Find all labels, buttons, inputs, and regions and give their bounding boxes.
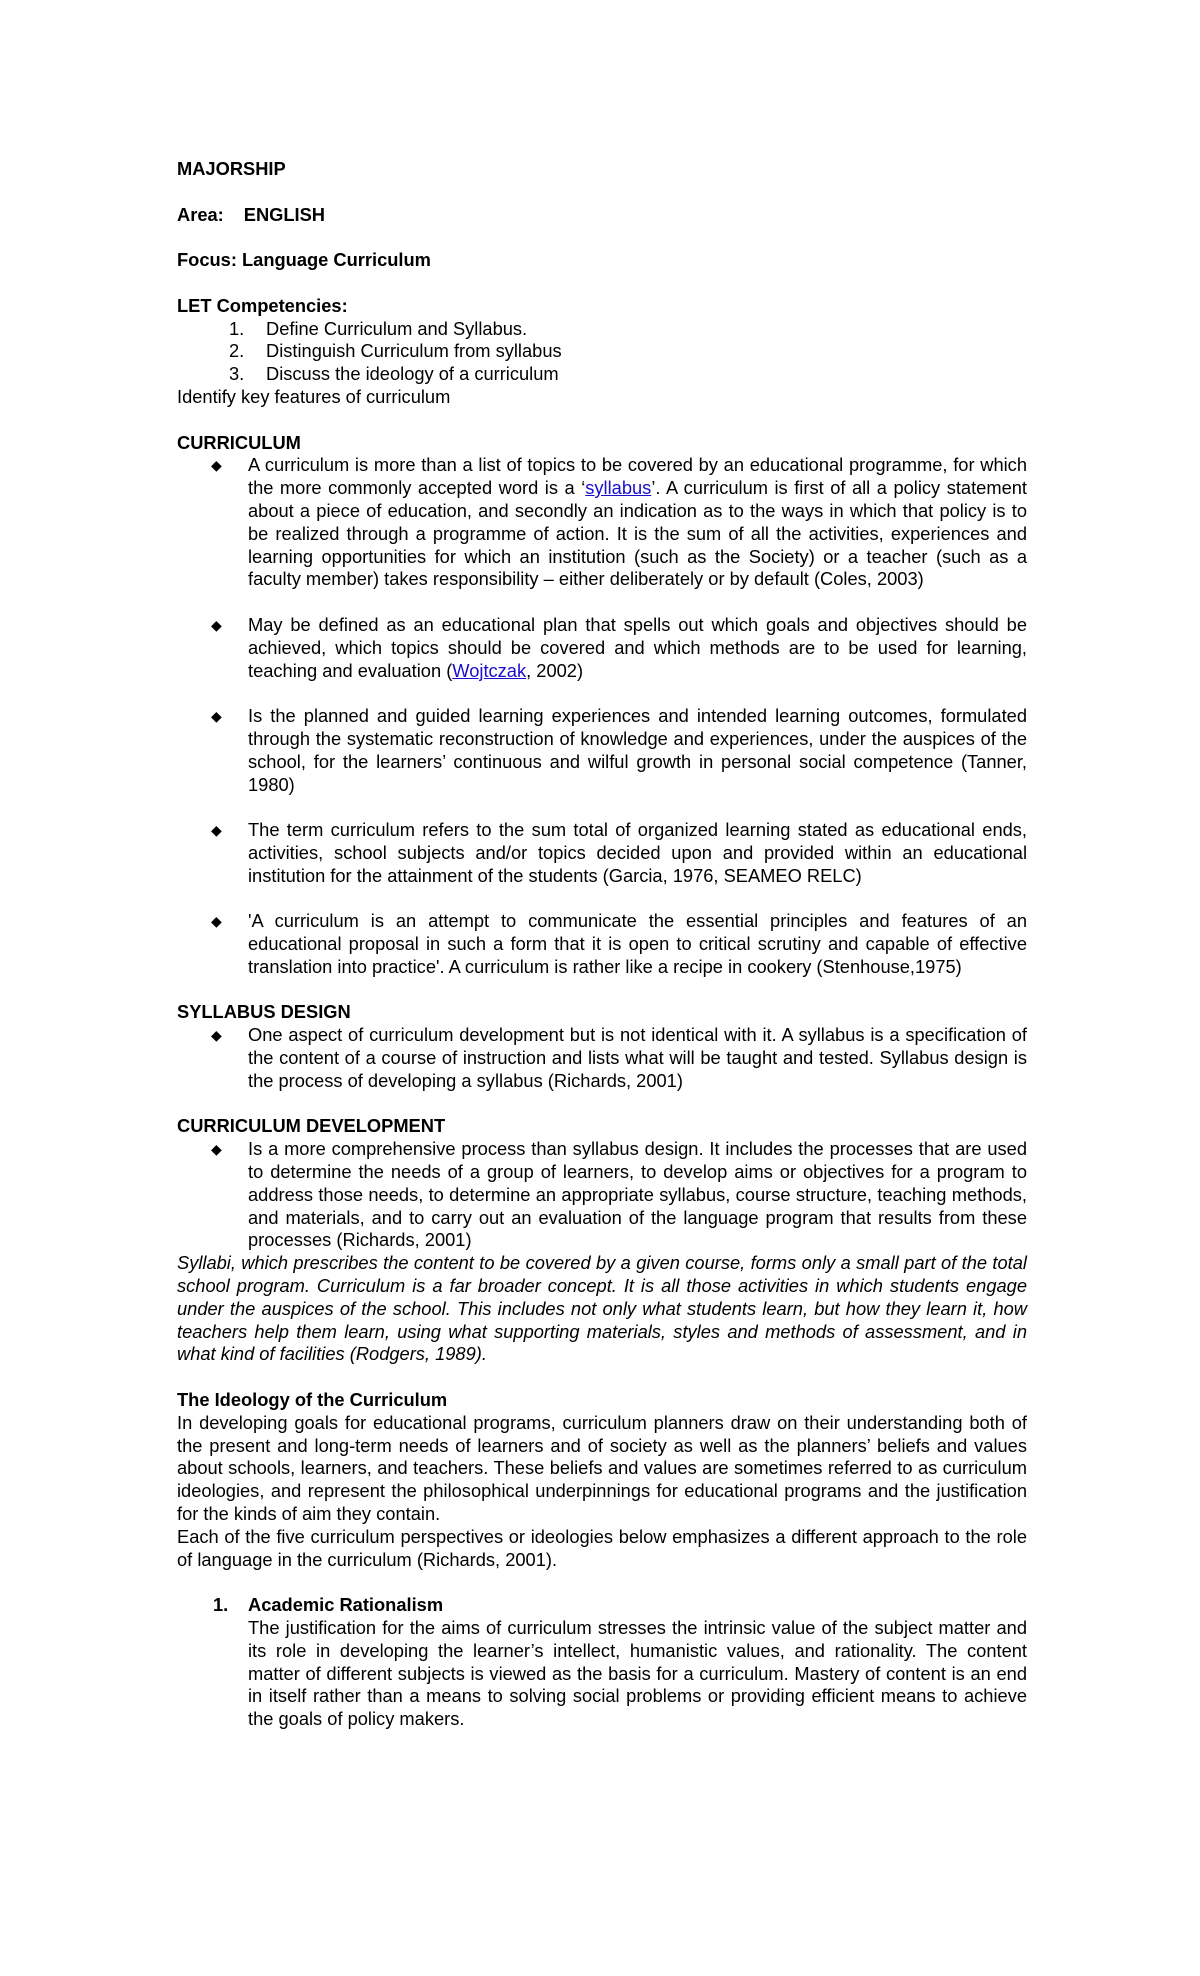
syllabus-design-list — [177, 1024, 1027, 1092]
diamond-bullet-icon: ◆ — [211, 1027, 222, 1044]
curriculum-list — [177, 454, 1027, 978]
focus-line: Focus: Language Curriculum — [177, 249, 431, 271]
list-text: Discuss the ideology of a curriculum — [266, 363, 559, 385]
list-item: ◆ One aspect of curriculum development but is not identical with it. A syllabus is a specification of the content of a course of instruction and lists what will be taught and tested. Syllabus design is the process of developing a syllabus (Richards, 2001) — [211, 1024, 1027, 1091]
curriculum-development-heading: CURRICULUM DEVELOPMENT — [177, 1115, 446, 1137]
list-number: 1. — [229, 317, 245, 339]
diamond-bullet-icon: ◆ — [211, 616, 222, 633]
majorship-heading: MAJORSHIP — [177, 158, 286, 179]
syllabus-link[interactable]: syllabus — [585, 477, 652, 499]
area-value: ENGLISH — [243, 203, 326, 225]
list-item: ◆ Is the planned and guided learning experiences and intended learning outcomes, formulated through the systematic reconstruction of knowledge and experiences, under the auspices of the school, for the learners’ continuous and wilful growth in personal social competence (Tanner, 1980) — [211, 705, 1027, 795]
list-number: 3. — [229, 363, 245, 385]
list-number: 2. — [229, 340, 245, 362]
diamond-bullet-icon: ◆ — [211, 1141, 222, 1158]
list-item — [177, 340, 1027, 363]
area-line — [177, 204, 1027, 227]
rodgers-quote: Syllabi, which prescribes the content to be covered by a given course, forms only a small part of the total school program. Curriculum is a far broader concept. It is all those activities in which students engage under the auspices of the school. This includes not only what students learn, but how they learn it, how teachers help them learn, using what supporting materials, styles and methods of assessment, and in what kind of facilities (Rodgers, 1989). — [177, 1252, 1027, 1365]
section-text: The justification for the aims of curriculum stresses the intrinsic value of the subject matter and its role in developing the learner’s intellect, humanistic values, and rationality. The content matter of different subjects is viewed as the basis for a curriculum. Mastery of content is an end in itself rather than a means to solving social problems or providing efficient means to achieve the goals of policy makers. — [248, 1617, 1027, 1730]
ideology-paragraph-2: Each of the five curriculum perspectives or ideologies below emphasizes a different approach to the role of language in the curriculum (Richards, 2001). — [177, 1525, 1027, 1570]
list-item — [177, 363, 1027, 386]
diamond-bullet-icon: ◆ — [211, 822, 222, 839]
list-text: Define Curriculum and Syllabus. — [266, 317, 528, 339]
extra-competency: Identify key features of curriculum — [177, 385, 451, 407]
section-number: 1. — [213, 1594, 229, 1616]
syllabus-design-heading: SYLLABUS DESIGN — [177, 1001, 351, 1023]
list-item: ◆ May be defined as an educational plan that spells out which goals and objectives should be achieved, which topics should be covered and which methods are to be used for learning, teaching and evaluation (Wojtczak, 2002) — [211, 613, 1027, 681]
list-item: ◆ A curriculum is more than a list of topics to be covered by an educational programme, for which the more commonly accepted word is a ‘syllabus’. A curriculum is first of all a policy statement about a piece of education, and secondly an indication as to the ways in which that policy is to be realized through a programme of action. It is the sum of all the activities, experiences and learning opportunities for which an institution (such as the Society) or a teacher (such as a faculty member) takes responsibility – either deliberately or by default (Coles, 2003) — [211, 454, 1027, 590]
competencies-title: LET Competencies: — [177, 294, 348, 316]
list-text: Distinguish Curriculum from syllabus — [266, 340, 562, 362]
list-item: ◆ 'A curriculum is an attempt to communicate the essential principles and features of an educational proposal in such a form that it is open to critical scrutiny and capable of effective translation into practice'. A curriculum is rather like a recipe in cookery (Stenhouse,1975) — [211, 910, 1027, 977]
ideology-heading: The Ideology of the Curriculum — [177, 1389, 448, 1411]
diamond-bullet-icon: ◆ — [211, 708, 222, 725]
academic-rationalism-section — [177, 1594, 1027, 1731]
wojtczak-link[interactable]: Wojtczak — [452, 659, 527, 681]
section-title: Academic Rationalism — [248, 1594, 444, 1616]
curriculum-heading: CURRICULUM — [177, 431, 301, 453]
competencies-list — [177, 318, 1027, 386]
diamond-bullet-icon: ◆ — [211, 457, 222, 474]
document-page — [177, 158, 1027, 1731]
list-item: ◆ Is a more comprehensive process than syllabus design. It includes the processes that are used to determine the needs of a group of learners, to develop aims or objectives for a program to address those needs, to determine an appropriate syllabus, course structure, teaching methods, and materials, and to carry out an evaluation of the language program that results from these processes (Richards, 2001) — [211, 1138, 1027, 1251]
ideology-paragraph-1: In developing goals for educational programs, curriculum planners draw on their understanding both of the present and long-term needs of learners and of society as well as the planners’ beliefs and values about schools, learners, and teachers. These beliefs and values are sometimes referred to as curriculum ideologies, and represent the philosophical underpinnings for educational programs and the justification for the kinds of aim they contain. — [177, 1411, 1027, 1525]
list-item — [177, 318, 1027, 341]
area-label: Area: — [177, 203, 224, 225]
diamond-bullet-icon: ◆ — [211, 913, 222, 930]
curriculum-development-list — [177, 1138, 1027, 1252]
list-item: ◆ The term curriculum refers to the sum total of organized learning stated as educational ends, activities, school subjects and/or topics decided upon and provided within an educational institution for the attainment of the students (Garcia, 1976, SEAMEO RELC) — [211, 819, 1027, 886]
